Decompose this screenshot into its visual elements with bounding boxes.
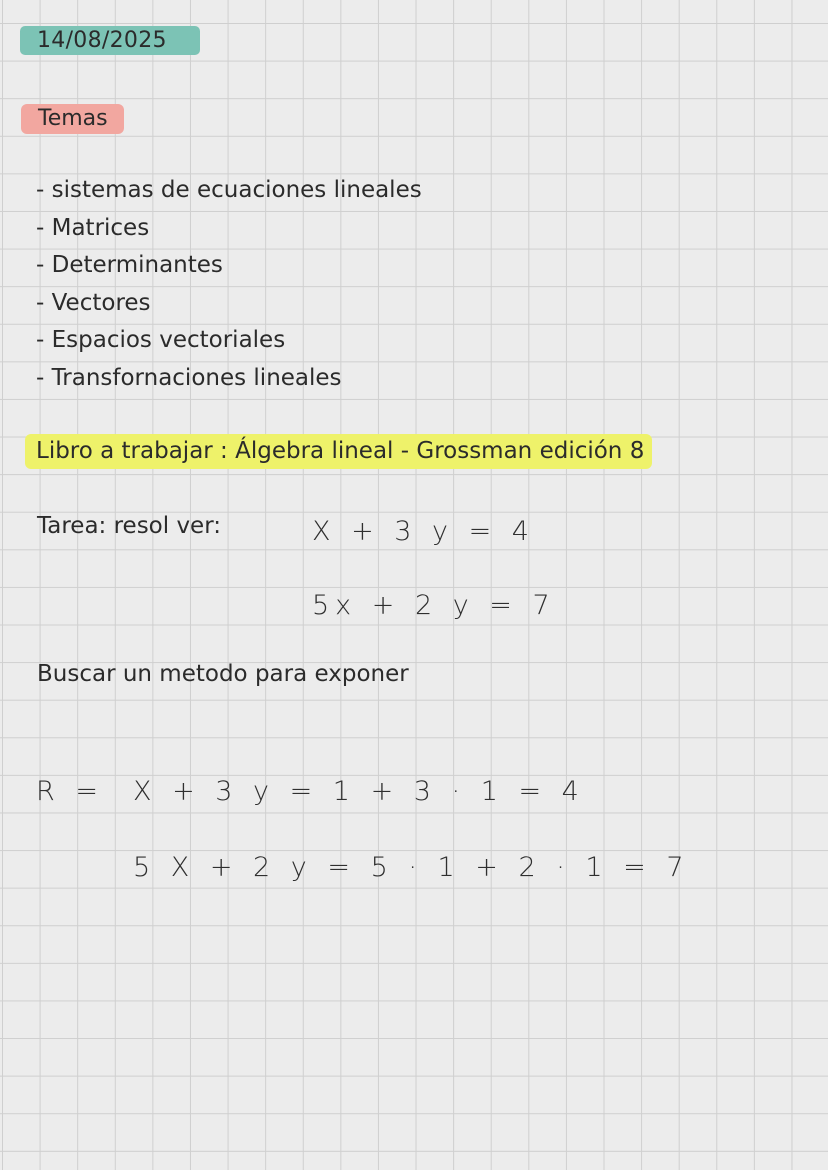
task-equation-1: X + 3 y = 4 xyxy=(312,516,535,547)
answer-line-2: 5 X + 2 y = 5 · 1 + 2 · 1 = 7 xyxy=(133,852,690,883)
task-equation-2: 5x + 2 y = 7 xyxy=(312,590,556,621)
list-item: - Matrices xyxy=(36,214,150,241)
date-tag: 14/08/2025 xyxy=(20,26,200,55)
list-item: - sistemas de ecuaciones lineales xyxy=(36,177,422,203)
list-item: - Transfornaciones lineales xyxy=(36,364,342,391)
search-note: Buscar un metodo para exponer xyxy=(37,661,409,687)
book-line: Libro a trabajar : Álgebra lineal - Grossman edición 8 xyxy=(25,434,652,469)
answer-line-1: X + 3 y = 1 + 3 · 1 = 4 xyxy=(133,776,585,807)
list-item: - Espacios vectoriales xyxy=(36,327,286,353)
list-item: - Vectores xyxy=(36,289,151,316)
topic-list xyxy=(36,172,422,397)
list-item: - Determinantes xyxy=(36,252,223,278)
answer-label: R = xyxy=(36,776,104,807)
task-label: Tarea: resol ver: xyxy=(37,513,222,539)
topics-title: Temas xyxy=(21,104,124,134)
